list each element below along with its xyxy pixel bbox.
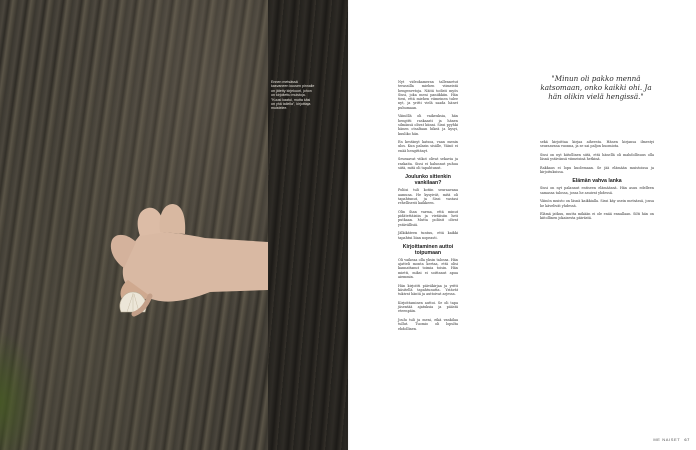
spine-shadow xyxy=(346,0,350,450)
page-folio xyxy=(653,437,690,442)
magazine-name: ME NAISET xyxy=(653,437,681,442)
pull-quote: "Minun oli pakko mennä katsomaan, onko kaikki ohi. Ja hän olikin vielä hengissä." xyxy=(540,74,652,101)
body-text: Nyt videokameran tallennetut terassilla miehen viimeistä hengenvetoja. Näitä todisti myös Sissi, joka meni paniikkiin. Hän tiesi, että miehen viimeinen tulee nyt, ja yritti vielä saada hänet puhumaan. Väinöllä oli vaikeuksia, hän hengitti raskaasti ja hänen silmänsä olivat kiinni. Sissi pyyhki hänen otsaltaan hikeä ja kysyi, kuuliko hän. En kestänyt katsoa, vaan menin ulos. Kun palasin sisälle, Väinö ei enää hengittänyt. Seuraavat viikot olivat sekavia ja raskaita. Sissi ei halunnut puhua siitä, mitä oli tapahtunut. xyxy=(398,80,458,170)
body-text: Poliisi tuli kotiin seuraavana aamuna. He kysyivät, mitä oli tapahtunut, ja Sissi vastasi rehellisesti kaikkeen. Olin ihan varma, että minut pidätettäisiin ja vietäisiin heti putkaan. Mutta poliisit olivat ystävällisiä. Jälkikäteen tuntuu, että kaikki tapahtui liian nopeasti. xyxy=(398,188,458,240)
body-text: Sissi on nyt palannut entiseen elämäänsä. Hän asuu edelleen samassa talossa, jossa he asuivat yhdessä. Väinön muisto on läsnä kaikkialla. Sissi käy usein metsässä, jossa he kävelivät yhdessä. Elämä jatkuu, mutta mikään ei ole enää ennallaan. Silti hän on kiitollinen jokaisesta päivästä. xyxy=(540,186,654,221)
page-number: 67 xyxy=(684,437,690,442)
subheading: Joulunko sittenkin vankilaan? xyxy=(405,174,451,187)
subheading: Kirjoittaminen auttoi toipumaan xyxy=(402,243,454,256)
body-text: sekä kirjoittaa kirjaa aiheesta. Hänen kirjansa ilmestyi seuraavana vuonna, ja se sai paljon huomiota. Sissi on nyt kiitollinen siitä, että hänellä oli mahdollisuus olla läsnä ystävänsä viimeisinä hetkinä. Rakkaus ei lopu kuolemaan. Se jää elämään muistoissa ja kirjoituksissa. xyxy=(540,140,654,175)
article-column-1 xyxy=(398,80,458,331)
photo-caption: Ennen metsässä kasvaneen kuusen pinnalle on jätetty kirjekuori, johon on kirjoitettu muistoja. "Kuusi kaatui, mutta käsi on yhä tallella", kirjoittaja muistelee. xyxy=(271,80,315,111)
article-column-3 xyxy=(540,140,654,221)
body-text: Oli vaikeaa olla yksin talossa. Hän ajatteli monta kertaa, että olisi kannattanut toimia toisin. Hän mietti, miksi ei soittanut apua aiemmin. Hän kirjoitti päiväkirjaa ja yritti käsitellä tapahtunutta. Ystävät tukivat häntä ja auttoivat arjessa. Kirjoittaminen auttoi. Se oli tapa jäsentää ajatuksia ja päästä eteenpäin. Joulu tuli ja meni, eikä vankilaa tullut. Tuomio oli lopulta ehdollinen. xyxy=(398,257,458,331)
subheading: Elämän vahva lanka xyxy=(572,178,622,185)
